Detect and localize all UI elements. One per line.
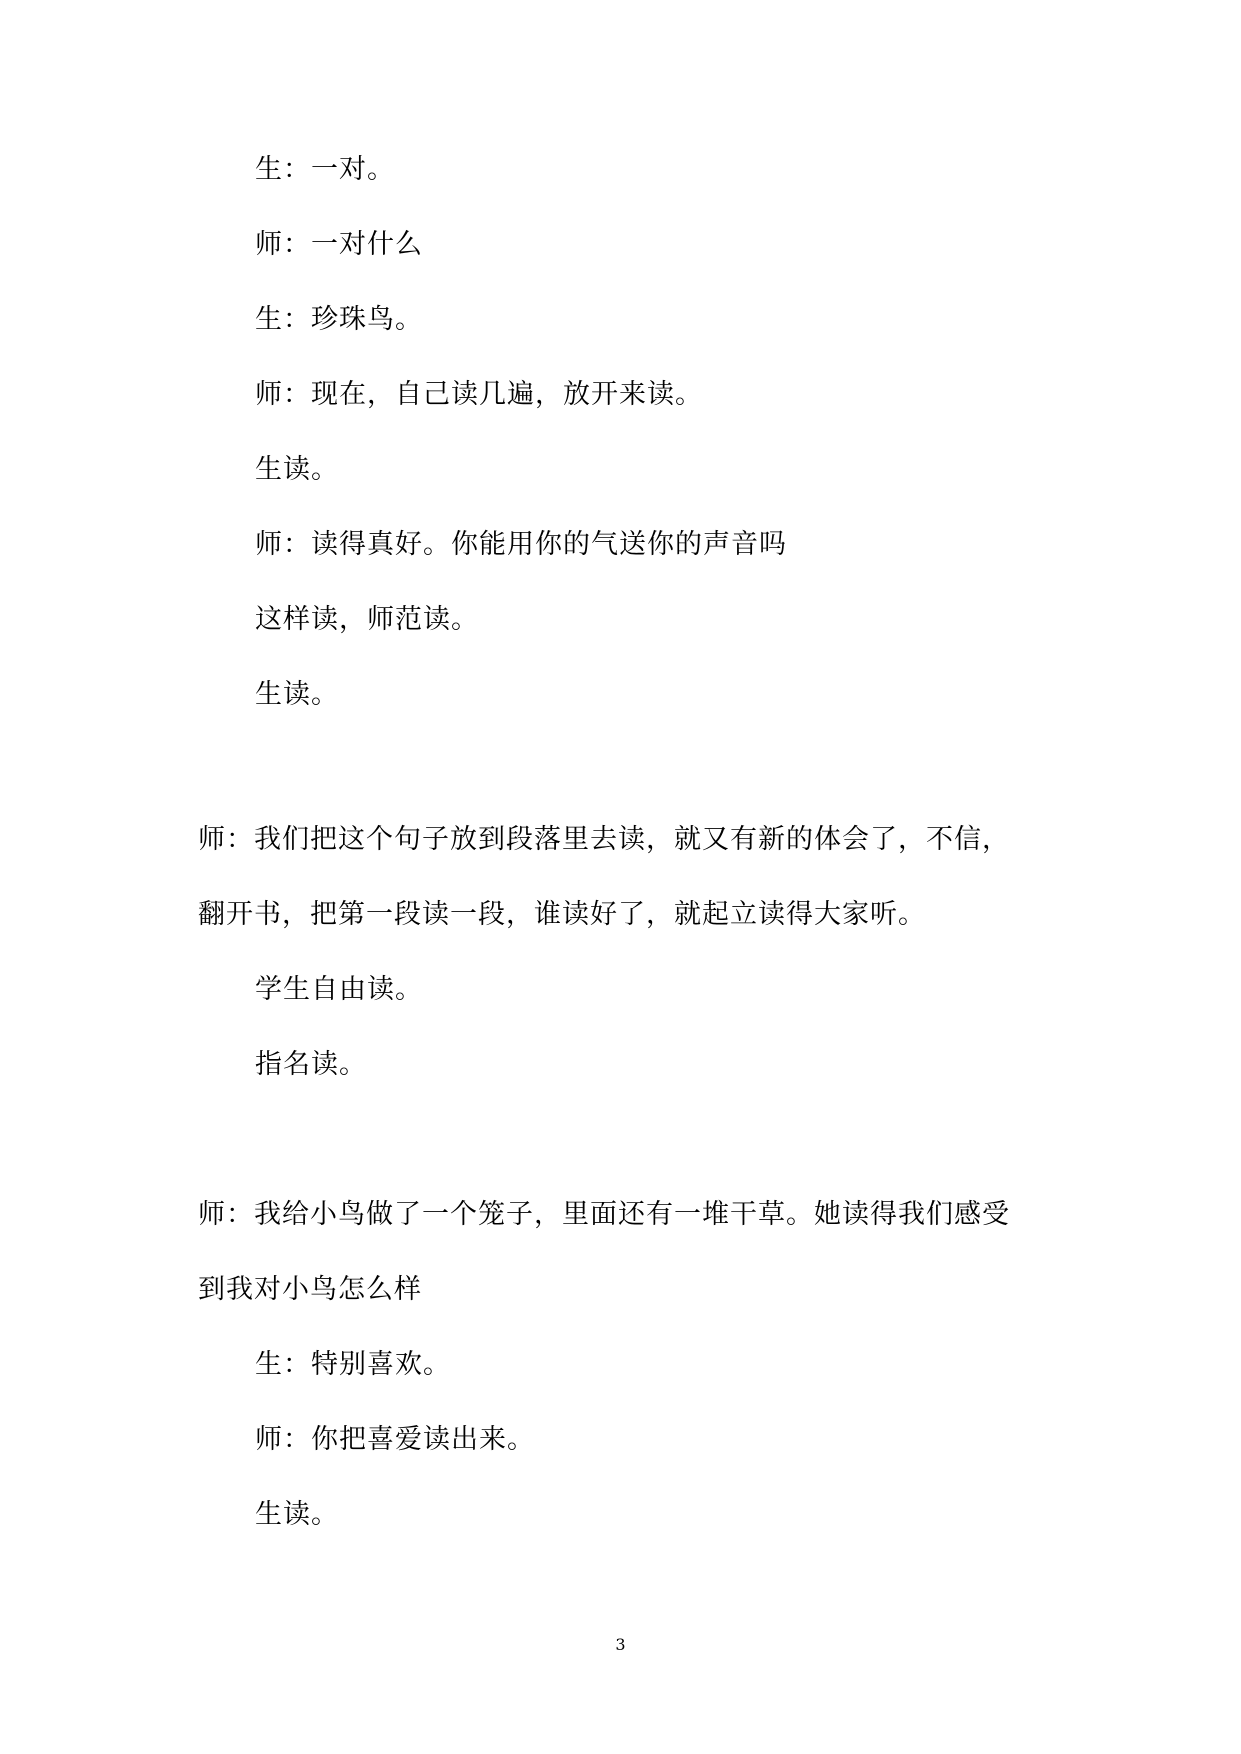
- dialogue-line: 师：一对什么: [255, 229, 423, 260]
- dialogue-line: 生：一对。: [255, 154, 395, 185]
- dialogue-line: 师：读得真好。你能用你的气送你的声音吗: [255, 529, 787, 560]
- dialogue-line: 生：特别喜欢。: [255, 1349, 451, 1380]
- dialogue-line: 指名读。: [255, 1049, 367, 1080]
- dialogue-line: 生：珍珠鸟。: [255, 304, 423, 335]
- dialogue-line: 生读。: [255, 679, 339, 710]
- dialogue-line: 生读。: [255, 454, 339, 485]
- dialogue-line: 这样读，师范读。: [255, 604, 479, 635]
- paragraph-line: 翻开书，把第一段读一段，谁读好了，就起立读得大家听。: [198, 899, 926, 930]
- dialogue-line: 师：你把喜爱读出来。: [255, 1424, 535, 1455]
- dialogue-line: 师：现在，自己读几遍，放开来读。: [255, 379, 703, 410]
- dialogue-line: 学生自由读。: [255, 974, 423, 1005]
- paragraph-line: 师：我们把这个句子放到段落里去读，就又有新的体会了，不信，: [198, 824, 1010, 855]
- paragraph-line: 到我对小鸟怎么样: [198, 1274, 422, 1305]
- dialogue-line: 生读。: [255, 1499, 339, 1530]
- paragraph-line: 师：我给小鸟做了一个笼子，里面还有一堆干草。她读得我们感受: [198, 1199, 1010, 1230]
- page-number: 3: [615, 1635, 626, 1654]
